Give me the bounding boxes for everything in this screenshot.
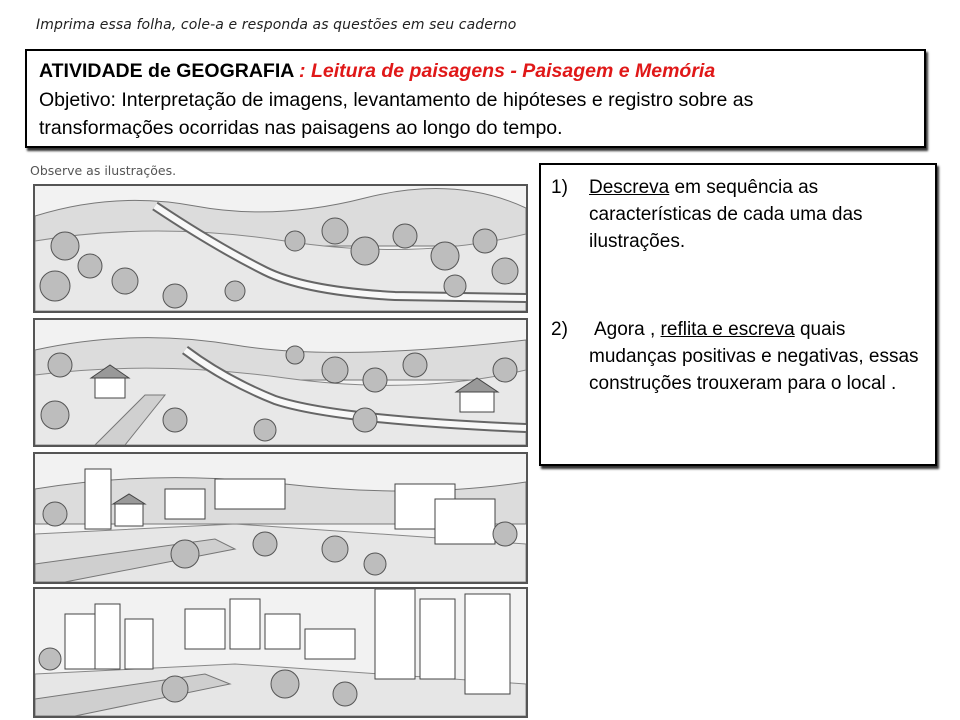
landscape-panel-3 bbox=[33, 452, 528, 584]
question-1-keyword: Descreva bbox=[589, 177, 670, 198]
landscape-panel-4 bbox=[33, 587, 528, 718]
village-illustration bbox=[35, 320, 526, 445]
activity-header bbox=[25, 49, 926, 148]
question-2-pre: Agora , bbox=[594, 319, 661, 340]
landscape-panel-2 bbox=[33, 318, 528, 447]
objective-line-2: transformações ocorridas nas paisagens ao longo do tempo. bbox=[39, 117, 563, 139]
question-2-number: 2) bbox=[551, 319, 568, 340]
objective-line-1: Objetivo: Interpretação de imagens, levantamento de hipóteses e registro sobre as bbox=[39, 89, 754, 111]
questions-box bbox=[539, 163, 937, 466]
town-illustration bbox=[35, 454, 526, 582]
question-2-text bbox=[589, 316, 929, 397]
question-1-text bbox=[589, 174, 929, 255]
landscape-panel-1 bbox=[33, 184, 528, 313]
print-instruction: Imprima essa folha, cole-a e responda as questões em seu caderno bbox=[36, 17, 517, 33]
city-illustration bbox=[35, 589, 526, 716]
header-title-line bbox=[39, 60, 715, 83]
activity-subtitle: Leitura de paisagens - Paisagem e Memória bbox=[310, 60, 716, 82]
question-2-rest: quais mudanças positivas e negativas, essas construções trouxeram para o local . bbox=[589, 319, 919, 394]
title-separator: : bbox=[299, 60, 306, 82]
rural-river-illustration bbox=[35, 186, 526, 311]
activity-title: ATIVIDADE de GEOGRAFIA bbox=[39, 60, 294, 82]
question-1-number: 1) bbox=[551, 177, 568, 198]
question-1-rest: em sequência as características de cada uma das ilustrações. bbox=[589, 177, 863, 252]
question-2-keyword: reflita e escreva bbox=[660, 319, 795, 340]
illustration-caption: Observe as ilustrações. bbox=[30, 163, 177, 178]
